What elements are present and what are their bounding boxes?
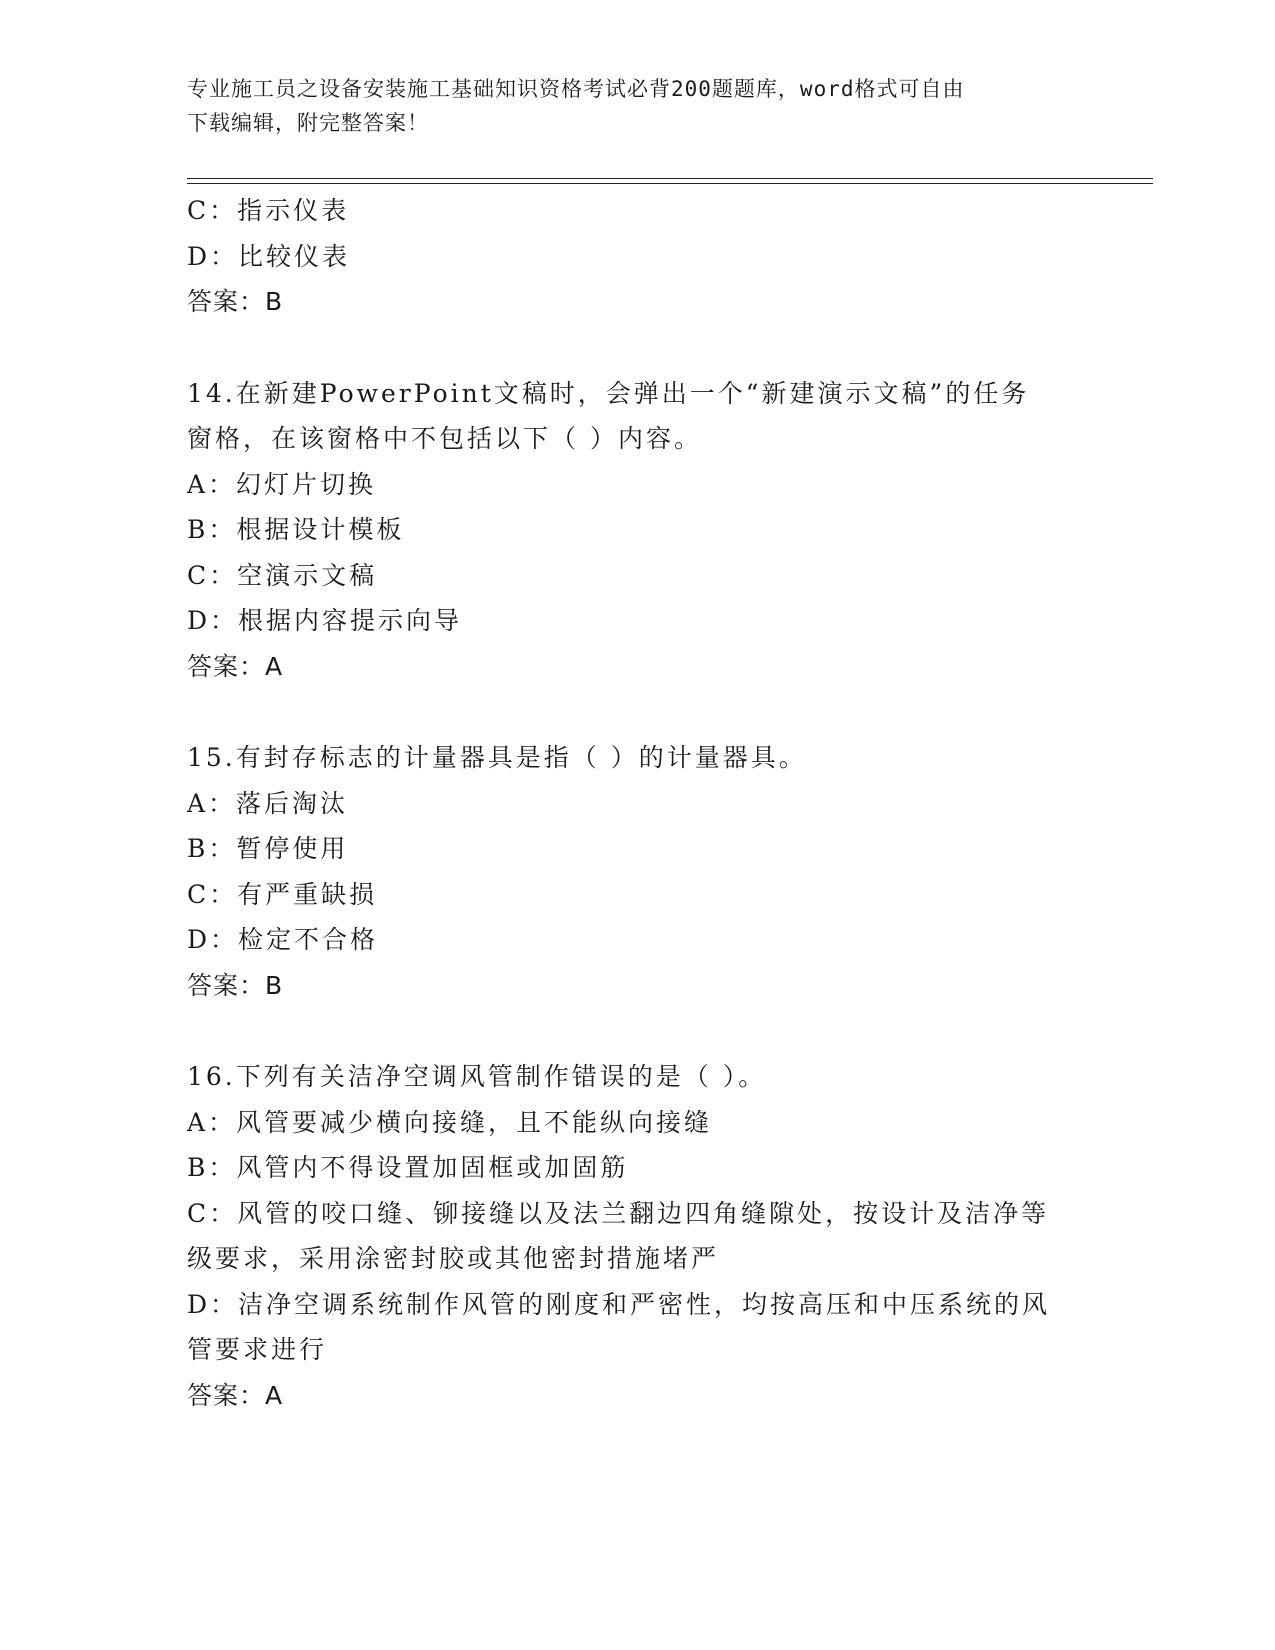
option-c: C：空演示文稿 [187,560,378,590]
option-c: C：有严重缺损 [187,879,378,909]
document-header [187,72,1067,140]
question-14 [187,371,1087,690]
header-divider-top [187,178,1153,179]
answer-line: 答案：A [187,1380,284,1410]
question-text-line: 15.有封存标志的计量器具是指（ ）的计量器具。 [187,743,807,772]
question-content [187,188,1087,1418]
answer-line: 答案：B [187,970,284,1000]
option-b: B：暂停使用 [187,834,349,863]
option-b: B：根据设计模板 [187,515,405,544]
option-d: D：检定不合格 [187,925,379,954]
header-line-2: 下载编辑，附完整答案！ [187,111,429,135]
option-d: D：洁净空调系统制作风管的刚度和严密性，均按高压和中压系统的风 [187,1289,1051,1319]
option-c-continued: 级要求，采用涂密封胶或其他密封措施堵严 [187,1244,720,1273]
question-text-line: 14.在新建PowerPoint文稿时，会弹出一个“新建演示文稿”的任务 [187,378,1030,408]
question-13-continued [187,188,1087,325]
answer-line: 答案：A [187,651,284,681]
option-c: C：风管的咬口缝、铆接缝以及法兰翻边四角缝隙处，按设计及洁净等 [187,1198,1050,1228]
option-b: B：风管内不得设置加固框或加固筋 [187,1153,629,1182]
header-divider-bottom [187,183,1153,184]
option-d: D：比较仪表 [187,241,351,271]
option-a: A：风管要减少横向接缝，且不能纵向接缝 [187,1107,713,1137]
question-text-line: 16.下列有关洁净空调风管制作错误的是（ ）。 [187,1062,767,1091]
question-text-line: 窗格，在该窗格中不包括以下（ ）内容。 [187,424,702,453]
answer-line: 答案：B [187,287,284,316]
question-16 [187,1054,1087,1418]
option-c: C：指示仪表 [187,196,350,225]
option-d: D：根据内容提示向导 [187,606,463,635]
option-a: A：幻灯片切换 [187,469,377,499]
option-a: A：落后淘汰 [187,788,349,818]
option-d-continued: 管要求进行 [187,1335,328,1364]
question-15 [187,735,1087,1008]
header-line-1: 专业施工员之设备安装施工基础知识资格考试必背200题题库，word格式可自由 [187,77,965,101]
